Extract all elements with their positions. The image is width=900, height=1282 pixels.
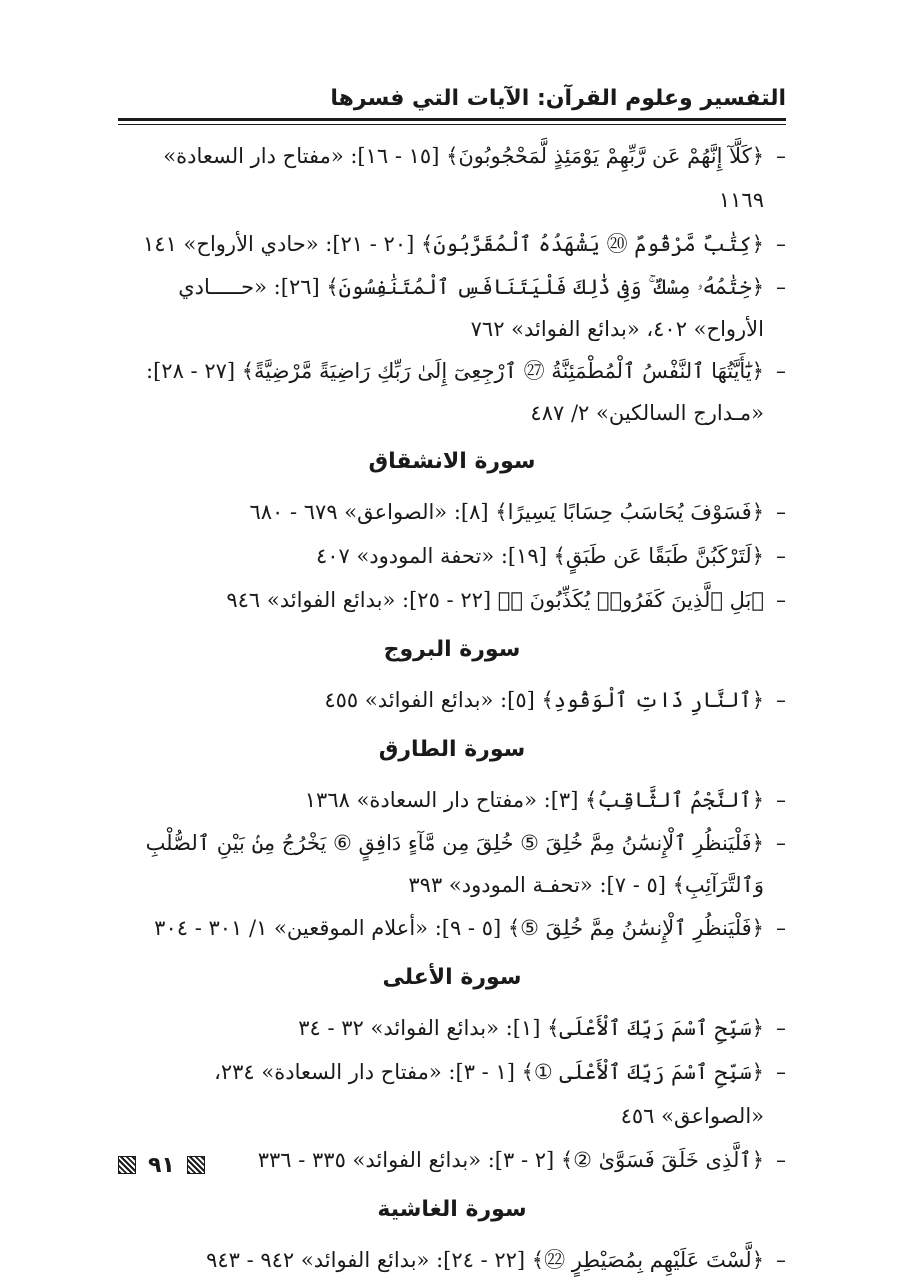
entry-text: ﴿سَبِّحِ ٱسْمَ رَبِّكَ ٱلْأَعْلَى ①﴾ [١ - ٣]: «مفتاح دار السعادة» ٢٣٤، «الصواعق» ٤٥٦	[214, 1060, 764, 1128]
index-entry	[118, 1006, 786, 1050]
entry-text: ﴿لَّسْتَ عَلَيْهِم بِمُصَيْطِرٍ ㉒﴾ [٢٢ - ٢٤]: «بدائع الفوائد» ٩٤٢ - ٩٤٣	[206, 1248, 764, 1272]
index-entry	[118, 906, 786, 950]
entry-dash: –	[776, 232, 786, 256]
entry-text: ﴿ٱلنَّارِ ذَاتِ ٱلْوَقُودِ﴾ [٥]: «بدائع الفوائد» ٤٥٥	[324, 688, 764, 712]
entry-dash: –	[776, 1060, 786, 1084]
surah-heading: سورة الأعلى	[382, 965, 522, 990]
page-number: ٩١	[148, 1152, 175, 1178]
entry-text: ﴿بَلِ ٱلَّذِينَ كَفَرُوا۟ يُكَذِّبُونَ ㉒﴾ [٢٢ - ٢٥]: «بدائع الفوائد» ٩٤٦	[226, 588, 764, 612]
page-folio	[118, 1148, 205, 1182]
index-entry	[118, 1050, 786, 1138]
entry-text: ﴿فَلْيَنظُرِ ٱلْإِنسَٰنُ مِمَّ خُلِقَ ⑤ خُلِقَ مِن مَّآءٍ دَافِقٍ ⑥ يَخْرُجُ مِنۢ بَيْنِ ٱلصُّلْبِ وَٱلتَّرَآئِبِ﴾ [٥ - ٧]: «تحفـة المودود» ٣٩٣	[145, 831, 764, 897]
entry-text: ﴿ٱلنَّجْمُ ٱلثَّاقِبُ﴾ [٣]: «مفتاح دار السعادة» ١٣٦٨	[304, 788, 764, 812]
surah-heading: سورة الغاشية	[377, 1197, 527, 1222]
index-content	[118, 134, 786, 1282]
surah-heading: سورة الطارق	[378, 737, 526, 762]
ornament-icon	[118, 1156, 136, 1174]
entry-text: ﴿ٱلَّذِى خَلَقَ فَسَوَّىٰ ②﴾ [٢ - ٣]: «بدائع الفوائد» ٣٣٥ - ٣٣٦	[257, 1148, 764, 1172]
surah-heading: سورة البروج	[383, 637, 521, 662]
index-entry	[118, 266, 786, 350]
index-entry	[118, 534, 786, 578]
entry-dash: –	[776, 1016, 786, 1040]
entry-dash: –	[776, 544, 786, 568]
entry-dash: –	[776, 500, 786, 524]
running-head: التفسير وعلوم القرآن: الآيات التي فسرها	[330, 86, 786, 111]
document-page	[118, 0, 786, 1272]
entry-text: ﴿كَلَّآ إِنَّهُمْ عَن رَّبِّهِمْ يَوْمَئِذٍ لَّمَحْجُوبُونَ﴾ [١٥ - ١٦]: «مفتاح دار السعادة» ١١٦٩	[163, 144, 764, 212]
entry-text: ﴿كِتَٰبٌ مَّرْقُومٌ ⑳ يَشْهَدُهُ ٱلْمُقَرَّبُونَ﴾ [٢٠ - ٢١]: «حادي الأرواح» ١٤١	[143, 232, 764, 256]
entry-dash: –	[776, 1248, 786, 1272]
entry-dash: –	[776, 275, 786, 299]
ornament-icon	[187, 1156, 205, 1174]
entry-text: ﴿فَلْيَنظُرِ ٱلْإِنسَٰنُ مِمَّ خُلِقَ ⑤﴾ [٥ - ٩]: «أعلام الموقعين» ١/ ٣٠١ - ٣٠٤	[154, 916, 764, 940]
index-entry	[118, 490, 786, 534]
index-entry	[118, 678, 786, 722]
entry-text: ﴿سَبِّحِ ٱسْمَ رَبِّكَ ٱلْأَعْلَى﴾ [١]: «بدائع الفوائد» ٣٢ - ٣٤	[298, 1016, 764, 1040]
index-entry	[118, 134, 786, 222]
index-entry	[118, 1138, 786, 1182]
header-rule-thin	[118, 124, 786, 125]
index-entry	[118, 578, 786, 622]
index-entry	[118, 222, 786, 266]
entry-dash: –	[776, 916, 786, 940]
entry-dash: –	[776, 359, 786, 383]
index-entry	[118, 822, 786, 906]
entry-dash: –	[776, 831, 786, 855]
entry-text: ﴿يَٰٓأَيَّتُهَا ٱلنَّفْسُ ٱلْمُطْمَئِنَّةُ ㉗ ٱرْجِعِىٓ إِلَىٰ رَبِّكِ رَاضِيَةً مَّرْضِيَّةً﴾ [٢٧ - ٢٨]: «مـدارج السالكين» ٢/ ٤٨٧	[146, 359, 764, 425]
header-rule-thick	[118, 118, 786, 121]
entry-text: ﴿لَتَرْكَبُنَّ طَبَقًا عَن طَبَقٍ﴾ [١٩]: «تحفة المودود» ٤٠٧	[315, 544, 764, 568]
entry-text: ﴿خِتَٰمُهُۥ مِسْكٌ ۚ وَفِى ذَٰلِكَ فَلْيَتَنَافَسِ ٱلْمُتَنَٰفِسُونَ﴾ [٢٦]: «حـــــادي الأرواح» ٤٠٢، «بدائع الفوائد» ٧٦٢	[178, 275, 764, 341]
entry-dash: –	[776, 588, 786, 612]
index-entry	[118, 778, 786, 822]
entry-dash: –	[776, 788, 786, 812]
entry-dash: –	[776, 688, 786, 712]
entry-text: ﴿فَسَوْفَ يُحَاسَبُ حِسَابًا يَسِيرًا﴾ [٨]: «الصواعق» ٦٧٩ - ٦٨٠	[249, 500, 764, 524]
index-entry	[118, 350, 786, 434]
entry-dash: –	[776, 144, 786, 168]
surah-heading: سورة الانشقاق	[368, 449, 536, 474]
entry-dash: –	[776, 1148, 786, 1172]
index-entry	[118, 1238, 786, 1282]
